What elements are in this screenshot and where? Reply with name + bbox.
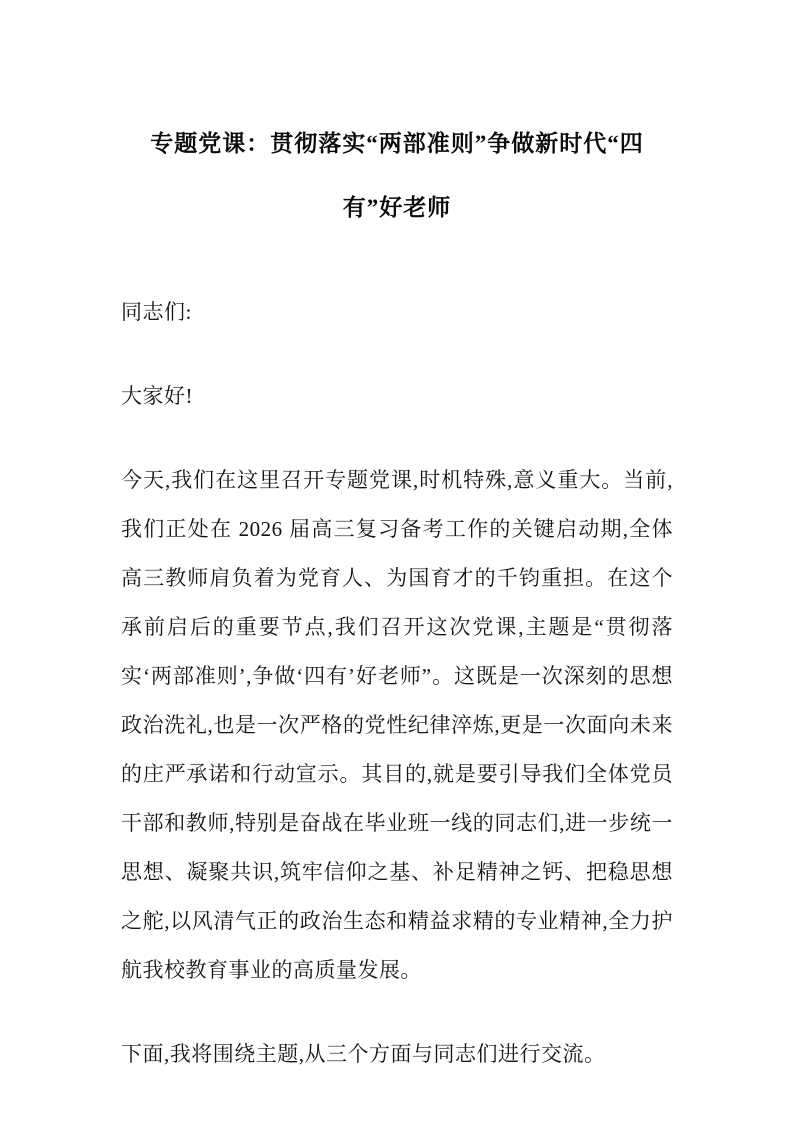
document-title: 专题党课：贯彻落实“两部准则”争做新时代“四有”好老师 xyxy=(150,131,644,220)
paragraph-greeting: 大家好! xyxy=(121,384,193,408)
paragraph-salutation: 同志们: xyxy=(121,300,192,324)
paragraph-body: 今天,我们在这里召开专题党课,时机特殊,意义重大。当前,我们正处在 2026 届高三复习备考工作的关键启动期,全体高三教师肩负着为党育人、为国育才的千钧重担。在这个承前启后的重要节点,我们召开这次党课,主题是“贯彻落实‘两部准则’,争做‘四有’好老师”。这既是一次深刻的思想政治洗礼,也是一次严格的党性纪律淬炼,更是一次面向未来的庄严承诺和行动宣示。其目的,就是要引导我们全体党员干部和教师,特别是奋战在毕业班一线的同志们,进一步统一思想、凝聚共识,筑牢信仰之基、补足精神之钙、把稳思想之舵,以风清气正的政治生态和精益求精的专业精神,全力护航我校教育事业的高质量发展。 xyxy=(121,468,673,982)
paragraph-transition: 下面,我将围绕主题,从三个方面与同志们进行交流。 xyxy=(121,1042,606,1066)
